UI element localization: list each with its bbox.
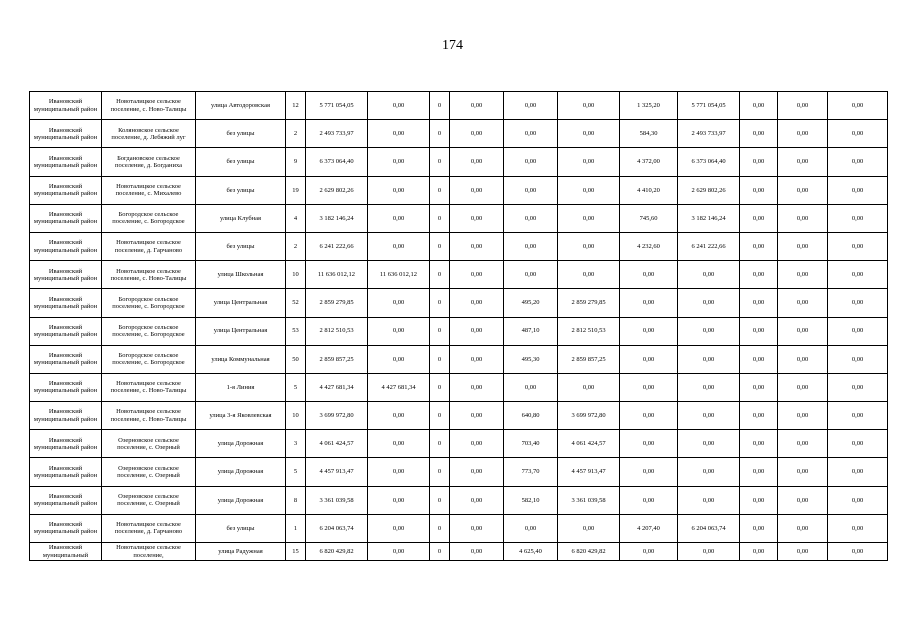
cell-area-col-9: 0,00 (504, 514, 558, 542)
cell-district: Ивановский муниципальный район (30, 345, 102, 373)
cell-house-number: 5 (286, 458, 306, 486)
cell-cost-col-15: 0,00 (828, 289, 888, 317)
cell-cost-col-14: 0,00 (778, 148, 828, 176)
cell-house-number: 8 (286, 486, 306, 514)
cell-street: улица Автодоровская (196, 92, 286, 120)
cell-cost-col-14: 0,00 (778, 204, 828, 232)
cell-cost-col-14: 0,00 (778, 120, 828, 148)
cell-district: Ивановский муниципальный район (30, 92, 102, 120)
cell-count-col-7: 0 (430, 289, 450, 317)
cell-street: без улицы (196, 232, 286, 260)
cell-street: улица 3-я Яковлевская (196, 402, 286, 430)
cell-area-col-11: 0,00 (620, 261, 678, 289)
cell-total-cost: 6 373 064,40 (306, 148, 368, 176)
cell-cost-col-14: 0,00 (778, 317, 828, 345)
cell-area-col-11: 0,00 (620, 486, 678, 514)
cell-settlement: Богородское сельское поселение, с. Богородское (102, 345, 196, 373)
cell-total-cost: 2 859 279,85 (306, 289, 368, 317)
cell-cost-col-6: 0,00 (368, 486, 430, 514)
cell-cost-col-13: 0,00 (740, 176, 778, 204)
cell-count-col-7: 0 (430, 317, 450, 345)
cell-cost-col-6: 0,00 (368, 402, 430, 430)
cell-cost-col-15: 0,00 (828, 176, 888, 204)
cell-cost-col-15: 0,00 (828, 543, 888, 561)
cell-district: Ивановский муниципальный район (30, 373, 102, 401)
cell-house-number: 1 (286, 514, 306, 542)
cell-cost-col-10: 3 361 039,58 (558, 486, 620, 514)
cell-cost-col-12: 6 241 222,66 (678, 232, 740, 260)
cell-cost-col-13: 0,00 (740, 317, 778, 345)
cell-cost-col-15: 0,00 (828, 373, 888, 401)
cell-cost-col-8: 0,00 (450, 232, 504, 260)
cell-cost-col-12: 0,00 (678, 402, 740, 430)
cell-cost-col-13: 0,00 (740, 204, 778, 232)
cell-house-number: 52 (286, 289, 306, 317)
cell-area-col-11: 0,00 (620, 345, 678, 373)
cell-street: без улицы (196, 176, 286, 204)
cell-count-col-7: 0 (430, 261, 450, 289)
cell-area-col-9: 0,00 (504, 204, 558, 232)
cell-count-col-7: 0 (430, 458, 450, 486)
cell-settlement: Озерновское сельское поселение, с. Озерный (102, 486, 196, 514)
cell-cost-col-12: 0,00 (678, 317, 740, 345)
cell-count-col-7: 0 (430, 486, 450, 514)
cell-area-col-9: 0,00 (504, 92, 558, 120)
cell-cost-col-14: 0,00 (778, 345, 828, 373)
cell-cost-col-8: 0,00 (450, 204, 504, 232)
cell-settlement: Озерновское сельское поселение, с. Озерный (102, 458, 196, 486)
cell-cost-col-8: 0,00 (450, 176, 504, 204)
cell-area-col-9: 0,00 (504, 261, 558, 289)
cell-total-cost: 5 771 054,05 (306, 92, 368, 120)
cell-cost-col-12: 3 182 146,24 (678, 204, 740, 232)
cell-cost-col-12: 2 493 733,97 (678, 120, 740, 148)
cell-area-col-11: 0,00 (620, 317, 678, 345)
cell-cost-col-8: 0,00 (450, 317, 504, 345)
cell-area-col-9: 495,20 (504, 289, 558, 317)
cell-area-col-9: 495,30 (504, 345, 558, 373)
cell-area-col-11: 584,30 (620, 120, 678, 148)
cell-cost-col-14: 0,00 (778, 289, 828, 317)
cell-cost-col-14: 0,00 (778, 176, 828, 204)
cell-cost-col-10: 2 812 510,53 (558, 317, 620, 345)
cell-street: без улицы (196, 148, 286, 176)
cell-cost-col-12: 0,00 (678, 345, 740, 373)
cell-count-col-7: 0 (430, 373, 450, 401)
cell-cost-col-13: 0,00 (740, 232, 778, 260)
table-row (30, 176, 888, 204)
cell-district: Ивановский муниципальный район (30, 402, 102, 430)
cell-street: улица Центральная (196, 289, 286, 317)
cell-cost-col-15: 0,00 (828, 345, 888, 373)
cell-cost-col-13: 0,00 (740, 514, 778, 542)
cell-cost-col-15: 0,00 (828, 261, 888, 289)
cell-cost-col-13: 0,00 (740, 543, 778, 561)
cell-cost-col-12: 2 629 802,26 (678, 176, 740, 204)
cell-cost-col-8: 0,00 (450, 148, 504, 176)
cell-house-number: 9 (286, 148, 306, 176)
cell-house-number: 3 (286, 430, 306, 458)
table-row (30, 430, 888, 458)
cell-cost-col-12: 6 204 063,74 (678, 514, 740, 542)
cell-cost-col-15: 0,00 (828, 514, 888, 542)
cell-street: 1-я Линия (196, 373, 286, 401)
cell-area-col-11: 0,00 (620, 543, 678, 561)
cell-area-col-9: 640,80 (504, 402, 558, 430)
cell-cost-col-6: 0,00 (368, 92, 430, 120)
cell-cost-col-6: 11 636 012,12 (368, 261, 430, 289)
cell-cost-col-15: 0,00 (828, 148, 888, 176)
cell-total-cost: 3 699 972,80 (306, 402, 368, 430)
cell-street: улица Дорожная (196, 430, 286, 458)
table-row (30, 486, 888, 514)
table-row (30, 92, 888, 120)
cell-street: улица Клубная (196, 204, 286, 232)
cell-count-col-7: 0 (430, 204, 450, 232)
table-row (30, 543, 888, 561)
cell-cost-col-10: 4 061 424,57 (558, 430, 620, 458)
cell-cost-col-8: 0,00 (450, 430, 504, 458)
cell-district: Ивановский муниципальный (30, 543, 102, 561)
cell-count-col-7: 0 (430, 232, 450, 260)
cell-area-col-11: 0,00 (620, 373, 678, 401)
cell-area-col-11: 745,60 (620, 204, 678, 232)
cell-area-col-11: 4 232,60 (620, 232, 678, 260)
cell-cost-col-6: 0,00 (368, 345, 430, 373)
cell-cost-col-6: 0,00 (368, 514, 430, 542)
cell-count-col-7: 0 (430, 176, 450, 204)
cell-cost-col-10: 0,00 (558, 92, 620, 120)
cell-cost-col-14: 0,00 (778, 430, 828, 458)
cell-area-col-9: 773,70 (504, 458, 558, 486)
cell-cost-col-10: 2 859 279,85 (558, 289, 620, 317)
cell-cost-col-13: 0,00 (740, 486, 778, 514)
data-table (29, 91, 888, 561)
table-row (30, 204, 888, 232)
cell-cost-col-8: 0,00 (450, 345, 504, 373)
cell-cost-col-6: 0,00 (368, 120, 430, 148)
cell-settlement: Новоталицкое сельское поселение, с. Михалево (102, 176, 196, 204)
cell-count-col-7: 0 (430, 148, 450, 176)
cell-cost-col-15: 0,00 (828, 317, 888, 345)
cell-cost-col-10: 0,00 (558, 204, 620, 232)
cell-cost-col-8: 0,00 (450, 120, 504, 148)
cell-district: Ивановский муниципальный район (30, 261, 102, 289)
cell-settlement: Новоталицкое сельское поселение, с. Ново-Талицы (102, 261, 196, 289)
cell-settlement: Новоталицкое сельское поселение, (102, 543, 196, 561)
cell-total-cost: 3 182 146,24 (306, 204, 368, 232)
cell-count-col-7: 0 (430, 345, 450, 373)
table-row (30, 317, 888, 345)
cell-cost-col-14: 0,00 (778, 486, 828, 514)
cell-settlement: Новоталицкое сельское поселение, с. Ново-Талицы (102, 402, 196, 430)
cell-cost-col-12: 0,00 (678, 373, 740, 401)
cell-count-col-7: 0 (430, 120, 450, 148)
cell-cost-col-10: 4 457 913,47 (558, 458, 620, 486)
cell-house-number: 10 (286, 261, 306, 289)
cell-area-col-9: 0,00 (504, 232, 558, 260)
cell-area-col-9: 0,00 (504, 176, 558, 204)
cell-area-col-11: 0,00 (620, 458, 678, 486)
cell-settlement: Новоталицкое сельское поселение, с. Ново-Талицы (102, 373, 196, 401)
cell-cost-col-10: 0,00 (558, 232, 620, 260)
cell-area-col-11: 0,00 (620, 402, 678, 430)
cell-district: Ивановский муниципальный район (30, 486, 102, 514)
cell-cost-col-15: 0,00 (828, 458, 888, 486)
cell-settlement: Богородское сельское поселение, с. Богородское (102, 289, 196, 317)
cell-cost-col-13: 0,00 (740, 261, 778, 289)
cell-total-cost: 4 427 681,34 (306, 373, 368, 401)
cell-total-cost: 2 493 733,97 (306, 120, 368, 148)
cell-total-cost: 4 061 424,57 (306, 430, 368, 458)
cell-street: без улицы (196, 120, 286, 148)
cell-area-col-9: 0,00 (504, 120, 558, 148)
cell-cost-col-12: 0,00 (678, 486, 740, 514)
cell-street: улица Центральная (196, 317, 286, 345)
cell-total-cost: 4 457 913,47 (306, 458, 368, 486)
page-number: 174 (442, 38, 463, 53)
cell-house-number: 19 (286, 176, 306, 204)
table-row (30, 120, 888, 148)
cell-cost-col-12: 0,00 (678, 430, 740, 458)
cell-cost-col-14: 0,00 (778, 402, 828, 430)
cell-cost-col-6: 0,00 (368, 204, 430, 232)
cell-cost-col-13: 0,00 (740, 430, 778, 458)
cell-cost-col-13: 0,00 (740, 345, 778, 373)
cell-cost-col-13: 0,00 (740, 289, 778, 317)
cell-cost-col-14: 0,00 (778, 92, 828, 120)
cell-district: Ивановский муниципальный район (30, 458, 102, 486)
cell-cost-col-6: 0,00 (368, 317, 430, 345)
cell-cost-col-12: 0,00 (678, 543, 740, 561)
cell-cost-col-12: 5 771 054,05 (678, 92, 740, 120)
cell-cost-col-15: 0,00 (828, 120, 888, 148)
table-row (30, 514, 888, 542)
cell-street: улица Дорожная (196, 458, 286, 486)
cell-cost-col-13: 0,00 (740, 120, 778, 148)
cell-total-cost: 6 241 222,66 (306, 232, 368, 260)
cell-total-cost: 6 204 063,74 (306, 514, 368, 542)
cell-cost-col-13: 0,00 (740, 373, 778, 401)
cell-area-col-11: 4 372,00 (620, 148, 678, 176)
cell-cost-col-6: 4 427 681,34 (368, 373, 430, 401)
cell-cost-col-15: 0,00 (828, 92, 888, 120)
table-row (30, 402, 888, 430)
cell-house-number: 50 (286, 345, 306, 373)
cell-settlement: Коляновское сельское поселение, д. Лебяжий луг (102, 120, 196, 148)
cell-cost-col-10: 0,00 (558, 261, 620, 289)
cell-cost-col-15: 0,00 (828, 232, 888, 260)
cell-cost-col-13: 0,00 (740, 402, 778, 430)
cell-district: Ивановский муниципальный район (30, 176, 102, 204)
cell-area-col-9: 0,00 (504, 148, 558, 176)
cell-cost-col-12: 6 373 064,40 (678, 148, 740, 176)
cell-district: Ивановский муниципальный район (30, 120, 102, 148)
cell-district: Ивановский муниципальный район (30, 430, 102, 458)
cell-district: Ивановский муниципальный район (30, 317, 102, 345)
cell-cost-col-10: 0,00 (558, 148, 620, 176)
cell-house-number: 4 (286, 204, 306, 232)
cell-cost-col-15: 0,00 (828, 430, 888, 458)
cell-count-col-7: 0 (430, 543, 450, 561)
cell-cost-col-6: 0,00 (368, 430, 430, 458)
cell-count-col-7: 0 (430, 430, 450, 458)
cell-area-col-9: 582,10 (504, 486, 558, 514)
table-row (30, 261, 888, 289)
cell-count-col-7: 0 (430, 402, 450, 430)
cell-district: Ивановский муниципальный район (30, 232, 102, 260)
cell-cost-col-6: 0,00 (368, 232, 430, 260)
cell-cost-col-12: 0,00 (678, 289, 740, 317)
cell-cost-col-8: 0,00 (450, 458, 504, 486)
cell-house-number: 2 (286, 232, 306, 260)
cell-district: Ивановский муниципальный район (30, 204, 102, 232)
cell-street: улица Радужная (196, 543, 286, 561)
cell-settlement: Новоталицкое сельское поселение, с. Ново-Талицы (102, 92, 196, 120)
cell-house-number: 10 (286, 402, 306, 430)
cell-cost-col-12: 0,00 (678, 458, 740, 486)
cell-cost-col-10: 0,00 (558, 176, 620, 204)
cell-cost-col-8: 0,00 (450, 261, 504, 289)
cell-cost-col-14: 0,00 (778, 458, 828, 486)
cell-area-col-11: 1 325,20 (620, 92, 678, 120)
cell-cost-col-15: 0,00 (828, 486, 888, 514)
cell-cost-col-6: 0,00 (368, 176, 430, 204)
cell-settlement: Новоталицкое сельское поселение, д. Гарчаново (102, 514, 196, 542)
cell-total-cost: 2 812 510,53 (306, 317, 368, 345)
cell-settlement: Новоталицкое сельское поселение, д. Гарчаново (102, 232, 196, 260)
table-row (30, 458, 888, 486)
cell-cost-col-14: 0,00 (778, 261, 828, 289)
cell-house-number: 15 (286, 543, 306, 561)
table-row (30, 232, 888, 260)
cell-district: Ивановский муниципальный район (30, 148, 102, 176)
cell-total-cost: 6 820 429,82 (306, 543, 368, 561)
cell-total-cost: 2 859 857,25 (306, 345, 368, 373)
cell-cost-col-10: 0,00 (558, 514, 620, 542)
cell-cost-col-6: 0,00 (368, 458, 430, 486)
cell-cost-col-10: 6 820 429,82 (558, 543, 620, 561)
cell-cost-col-8: 0,00 (450, 514, 504, 542)
cell-settlement: Богдановское сельское поселение, д. Богданиха (102, 148, 196, 176)
cell-cost-col-8: 0,00 (450, 543, 504, 561)
cell-district: Ивановский муниципальный район (30, 289, 102, 317)
cell-cost-col-8: 0,00 (450, 486, 504, 514)
cell-cost-col-14: 0,00 (778, 373, 828, 401)
cell-cost-col-13: 0,00 (740, 92, 778, 120)
cell-settlement: Богородское сельское поселение, с. Богородское (102, 317, 196, 345)
cell-total-cost: 11 636 012,12 (306, 261, 368, 289)
cell-street: улица Школьная (196, 261, 286, 289)
cell-cost-col-15: 0,00 (828, 402, 888, 430)
cell-cost-col-6: 0,00 (368, 148, 430, 176)
cell-street: без улицы (196, 514, 286, 542)
cell-cost-col-12: 0,00 (678, 261, 740, 289)
cell-area-col-11: 0,00 (620, 430, 678, 458)
cell-area-col-9: 4 625,40 (504, 543, 558, 561)
cell-cost-col-6: 0,00 (368, 543, 430, 561)
cell-house-number: 12 (286, 92, 306, 120)
cell-street: улица Коммунальная (196, 345, 286, 373)
cell-house-number: 2 (286, 120, 306, 148)
cell-cost-col-10: 0,00 (558, 120, 620, 148)
cell-cost-col-13: 0,00 (740, 148, 778, 176)
cell-area-col-9: 703,40 (504, 430, 558, 458)
cell-count-col-7: 0 (430, 92, 450, 120)
cell-cost-col-6: 0,00 (368, 289, 430, 317)
cell-total-cost: 3 361 039,58 (306, 486, 368, 514)
cell-cost-col-8: 0,00 (450, 289, 504, 317)
table-row (30, 345, 888, 373)
cell-area-col-11: 0,00 (620, 289, 678, 317)
cell-total-cost: 2 629 802,26 (306, 176, 368, 204)
cell-street: улица Дорожная (196, 486, 286, 514)
table-row (30, 148, 888, 176)
cell-area-col-11: 4 207,40 (620, 514, 678, 542)
cell-cost-col-15: 0,00 (828, 204, 888, 232)
cell-count-col-7: 0 (430, 514, 450, 542)
cell-area-col-11: 4 410,20 (620, 176, 678, 204)
table-row (30, 289, 888, 317)
cell-cost-col-8: 0,00 (450, 92, 504, 120)
cell-cost-col-10: 0,00 (558, 373, 620, 401)
cell-house-number: 5 (286, 373, 306, 401)
table-row (30, 373, 888, 401)
cell-cost-col-14: 0,00 (778, 543, 828, 561)
cell-cost-col-14: 0,00 (778, 514, 828, 542)
cell-house-number: 53 (286, 317, 306, 345)
cell-district: Ивановский муниципальный район (30, 514, 102, 542)
cell-cost-col-10: 3 699 972,80 (558, 402, 620, 430)
cell-cost-col-8: 0,00 (450, 402, 504, 430)
cell-settlement: Озерновское сельское поселение, с. Озерный (102, 430, 196, 458)
cell-cost-col-10: 2 859 857,25 (558, 345, 620, 373)
cell-area-col-9: 0,00 (504, 373, 558, 401)
cell-cost-col-14: 0,00 (778, 232, 828, 260)
cell-area-col-9: 487,10 (504, 317, 558, 345)
cell-settlement: Богородское сельское поселение, с. Богородское (102, 204, 196, 232)
cell-cost-col-13: 0,00 (740, 458, 778, 486)
cell-cost-col-8: 0,00 (450, 373, 504, 401)
